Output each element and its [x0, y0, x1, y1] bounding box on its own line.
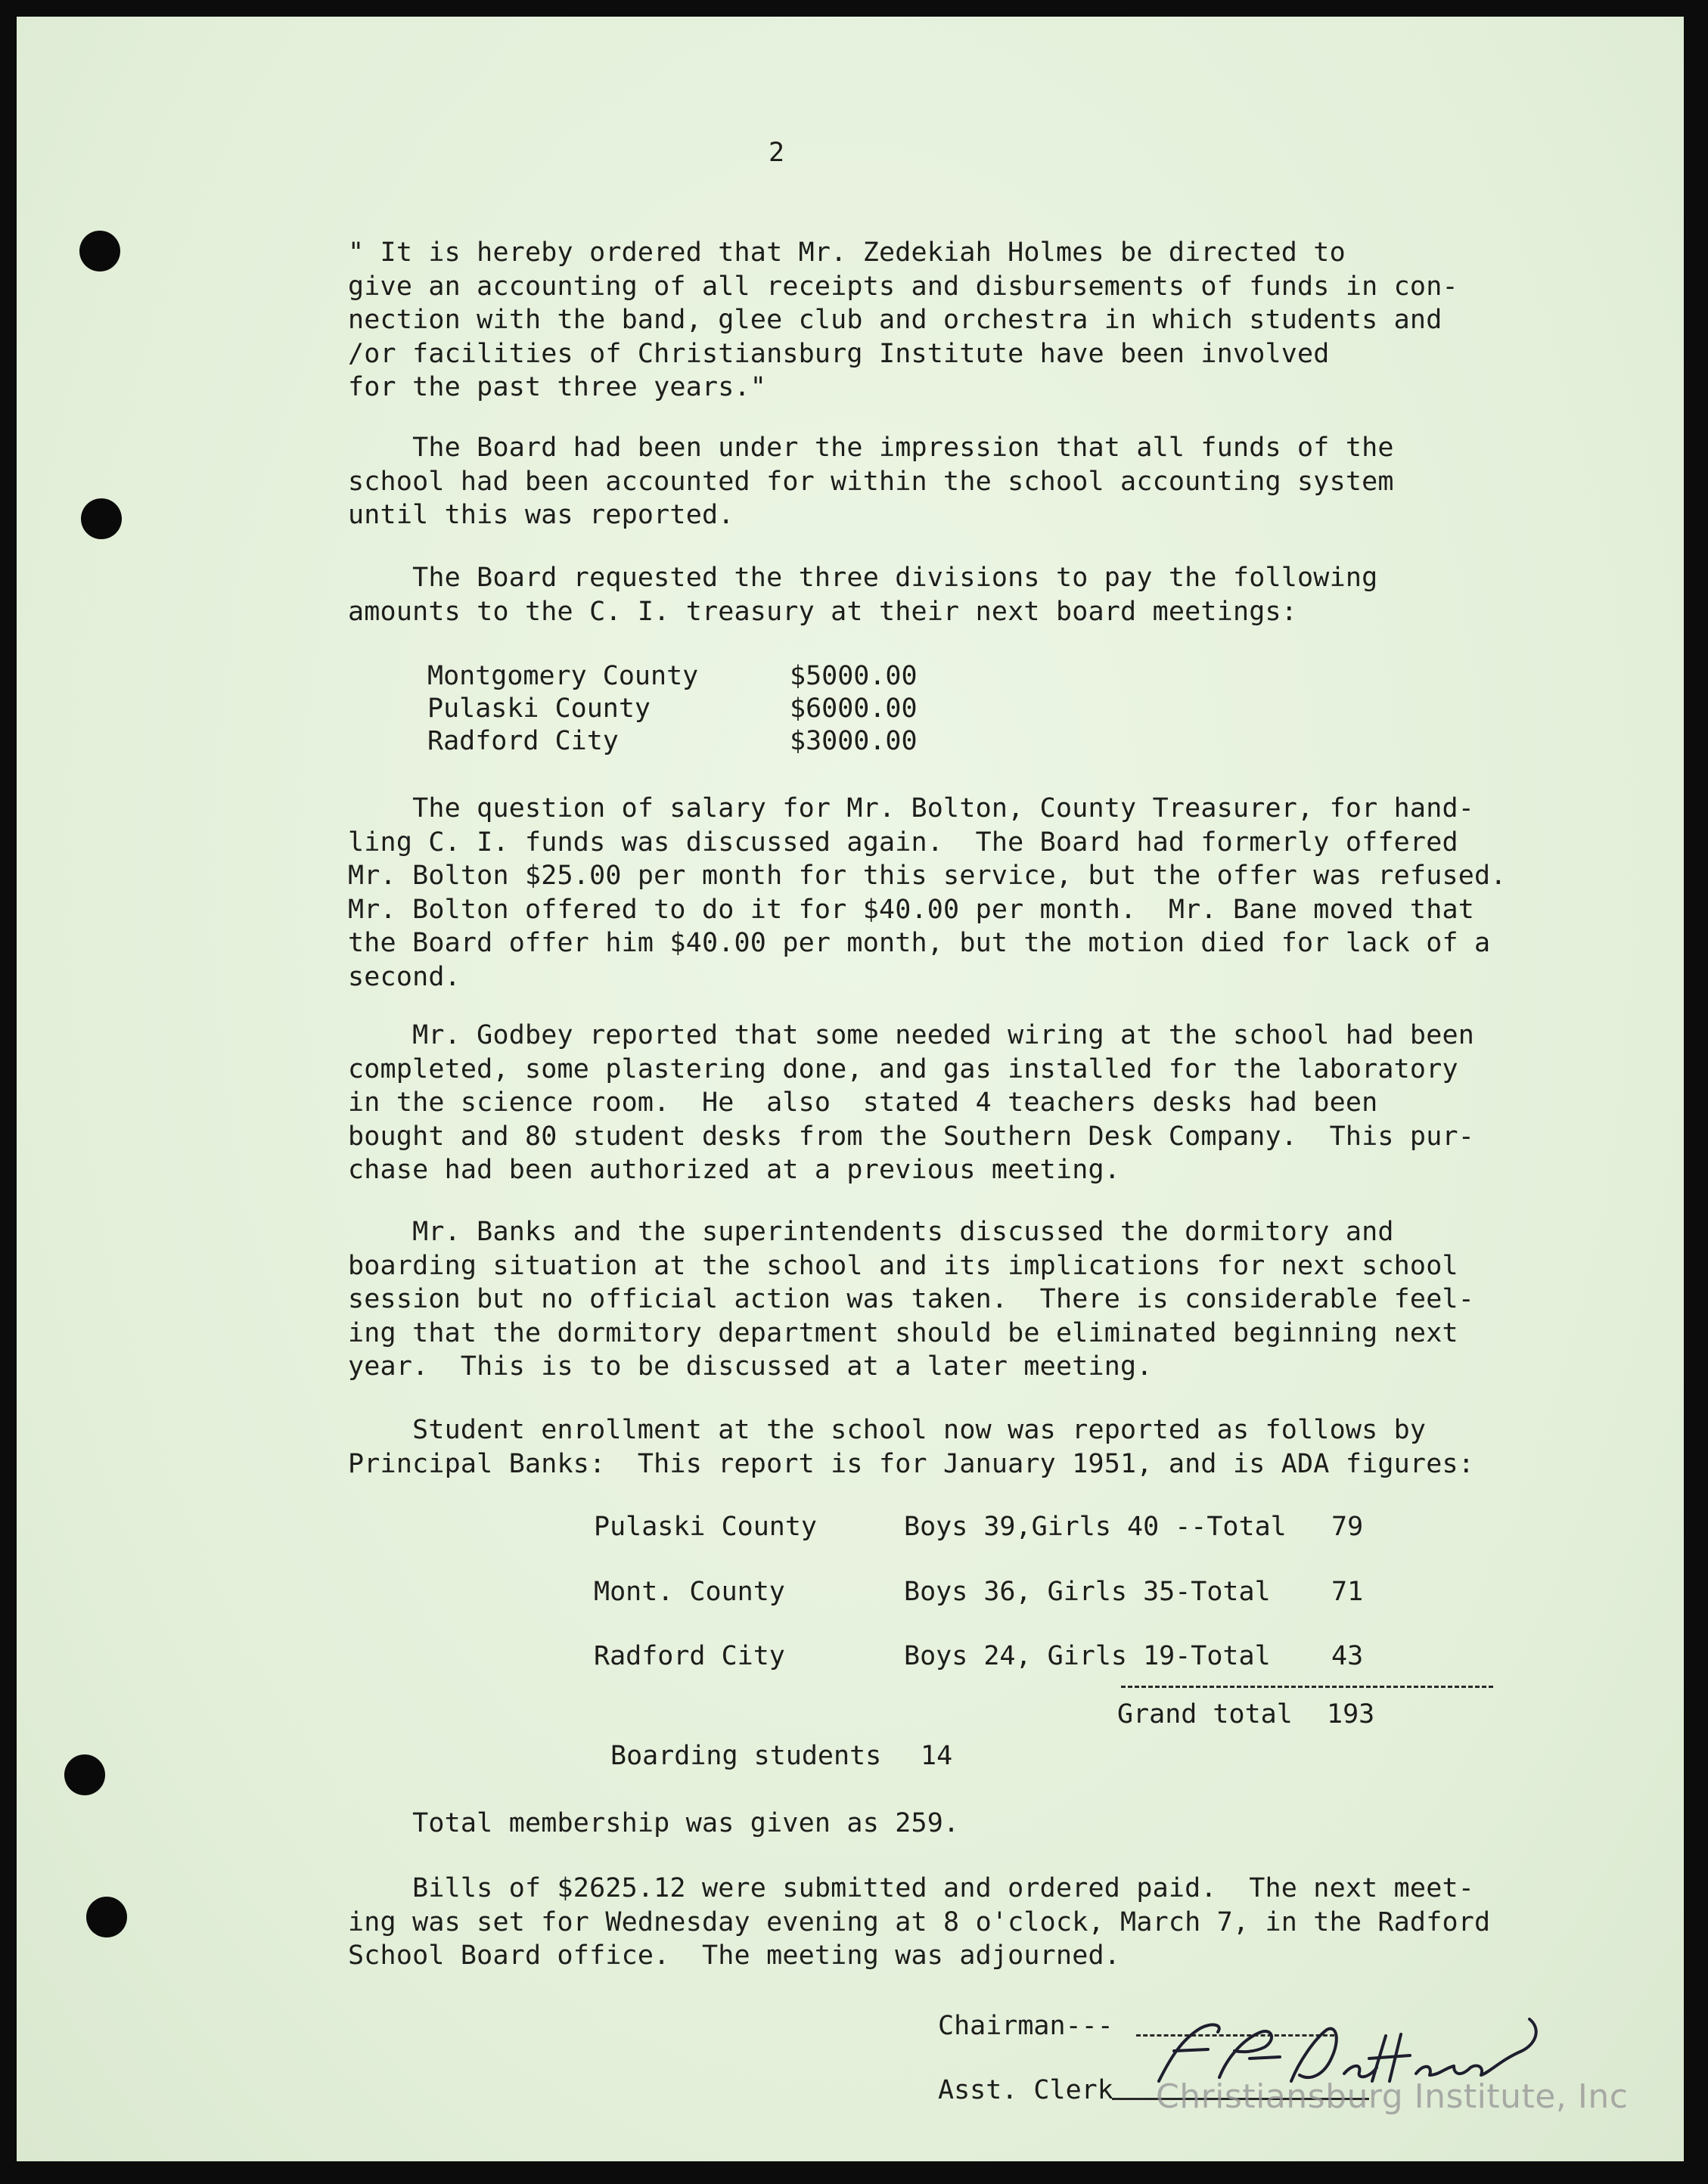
dormitory-paragraph: Mr. Banks and the superintendents discussed the dormitory and boarding situation at the school and its implications for next school session but no official action was taken. There is considerable feel- ing that the dormitory department should be eliminated beginning next year. This is to be discussed at a later meeting.	[348, 1217, 1475, 1382]
enrollment-detail: Boys 39,Girls 40 --Total	[904, 1512, 1287, 1542]
document-page	[17, 17, 1684, 2161]
payment-division: Montgomery County	[427, 661, 699, 691]
watermark: Christiansburg Institute, Inc	[1156, 2077, 1629, 2116]
enrollment-detail: Boys 36, Girls 35-Total	[904, 1577, 1271, 1607]
grand-total-value: 193	[1327, 1699, 1375, 1730]
chairman-label: Chairman---	[938, 2011, 1113, 2041]
enrollment-total: 43	[1331, 1641, 1364, 1671]
payment-division: Radford City	[427, 726, 619, 756]
enrollment-paragraph: Student enrollment at the school now was reported as follows by Principal Banks: This report is for January 1951, and is ADA figures:	[348, 1415, 1475, 1479]
boarding-label: Boarding students	[610, 1741, 882, 1771]
page-number: 2	[769, 138, 785, 168]
payment-request-paragraph: The Board requested the three divisions to pay the following amounts to the C. I. treasury at their next board meetings:	[348, 563, 1378, 627]
enrollment-division: Radford City	[594, 1641, 785, 1671]
payment-amount: $3000.00	[790, 726, 918, 756]
payment-division: Pulaski County	[427, 693, 651, 724]
order-paragraph: " It is hereby ordered that Mr. Zedekiah Holmes be directed to give an accounting of all receipts and disbursements of funds in con- nection with the band, glee club and orchestra in which students and /or facilities of Christiansburg Institute have been involved for the past three years."	[348, 237, 1458, 402]
boarding-value: 14	[921, 1741, 953, 1771]
enrollment-division: Mont. County	[594, 1577, 785, 1607]
punch-hole	[79, 231, 120, 271]
enrollment-total: 71	[1331, 1577, 1364, 1607]
payment-amount: $6000.00	[790, 693, 918, 724]
salary-paragraph: The question of salary for Mr. Bolton, County Treasurer, for hand- ling C. I. funds was discussed again. The Board had formerly offered Mr. Bolton $25.00 per month for this service, but the offer was refused. Mr. Bolton offered to do it for $40.00 per month. Mr. Bane moved that the Board offer him $40.00 per month, but the motion died for lack of a second.	[348, 793, 1507, 992]
enrollment-detail: Boys 24, Girls 19-Total	[904, 1641, 1271, 1671]
membership-paragraph: Total membership was given as 259.	[348, 1808, 960, 1838]
godbey-report-paragraph: Mr. Godbey reported that some needed wiring at the school had been completed, some plastering done, and gas installed for the laboratory in the science room. He also stated 4 teachers desks had been bought and 80 student desks from the Southern Desk Company. This pur- chase had been authorized at a previous meeting.	[348, 1020, 1475, 1185]
punch-hole	[64, 1754, 105, 1795]
payment-amount: $5000.00	[790, 661, 918, 691]
clerk-label: Asst. Clerk	[938, 2075, 1113, 2105]
punch-hole	[81, 498, 122, 539]
grand-total-label: Grand total	[1117, 1699, 1293, 1730]
total-separator	[1121, 1686, 1493, 1688]
impression-paragraph: The Board had been under the impression that all funds of the school had been accounted for within the school accounting system until this was reported.	[348, 433, 1394, 530]
bills-paragraph: Bills of $2625.12 were submitted and ordered paid. The next meet- ing was set for Wednesday evening at 8 o'clock, March 7, in the Radford School Board office. The meeting was adjourned.	[348, 1873, 1491, 1971]
enrollment-total: 79	[1331, 1512, 1364, 1542]
punch-hole	[86, 1897, 127, 1937]
enrollment-division: Pulaski County	[594, 1512, 818, 1542]
